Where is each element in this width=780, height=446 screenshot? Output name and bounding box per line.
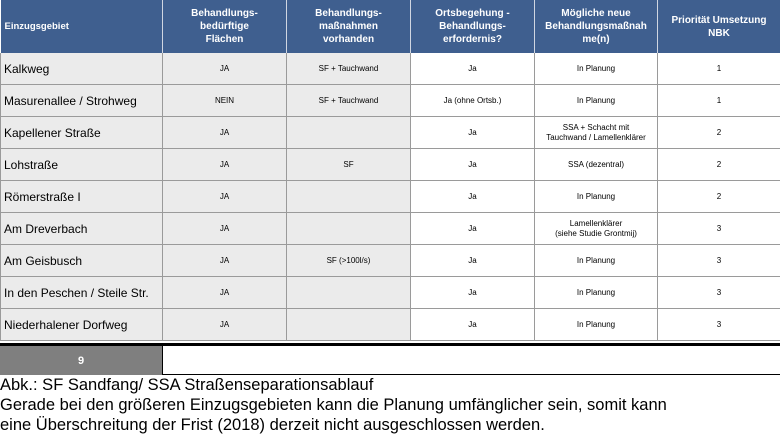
cell-massnahmen	[287, 309, 411, 341]
cell-flaechen: JA	[163, 245, 287, 277]
cell-neue-massnahmen: In Planung	[535, 53, 658, 85]
cell-einzugsgebiet: Lohstraße	[1, 149, 163, 181]
cell-flaechen: JA	[163, 53, 287, 85]
cell-flaechen: NEIN	[163, 85, 287, 117]
table-row	[1, 117, 780, 149]
cell-massnahmen	[287, 277, 411, 309]
cell-massnahmen	[287, 181, 411, 213]
cell-massnahmen	[287, 213, 411, 245]
cell-massnahmen: SF (>100l/s)	[287, 245, 411, 277]
cell-ortsbegehung: Ja	[411, 149, 535, 181]
cell-prioritaet: 2	[658, 181, 780, 213]
cell-ortsbegehung: Ja	[411, 277, 535, 309]
cell-massnahmen: SF + Tauchwand	[287, 53, 411, 85]
header-flaechen: Behandlungs- bedürftige Flächen	[163, 0, 287, 53]
cell-flaechen: JA	[163, 213, 287, 245]
header-massnahmen: Behandlungs- maßnahmen vorhanden	[287, 0, 411, 53]
cell-prioritaet: 2	[658, 149, 780, 181]
page-number: 9	[0, 346, 162, 375]
table-row	[1, 149, 780, 181]
cell-neue-massnahmen: Lamellenklärer (siehe Studie Grontmij)	[535, 213, 658, 245]
note-line-2: eine Überschreitung der Frist (2018) derzeit nicht ausgeschlossen werden.	[0, 416, 545, 434]
page-footer-strip	[0, 343, 780, 378]
cell-neue-massnahmen: In Planung	[535, 277, 658, 309]
cell-neue-massnahmen: SSA (dezentral)	[535, 149, 658, 181]
cell-ortsbegehung: Ja	[411, 309, 535, 341]
table-row	[1, 53, 780, 85]
cell-massnahmen	[287, 117, 411, 149]
cell-einzugsgebiet: Niederhalener Dorfweg	[1, 309, 163, 341]
cell-ortsbegehung: Ja	[411, 117, 535, 149]
cell-prioritaet: 3	[658, 245, 780, 277]
abbreviation-note: Abk.: SF Sandfang/ SSA Straßenseparationsablauf	[0, 376, 374, 394]
table-row	[1, 181, 780, 213]
cell-ortsbegehung: Ja	[411, 245, 535, 277]
cell-einzugsgebiet: Masurenallee / Strohweg	[1, 85, 163, 117]
cell-prioritaet: 3	[658, 277, 780, 309]
cell-flaechen: JA	[163, 309, 287, 341]
table-row	[1, 213, 780, 245]
cell-flaechen: JA	[163, 277, 287, 309]
cell-einzugsgebiet: Am Dreverbach	[1, 213, 163, 245]
cell-ortsbegehung: Ja	[411, 53, 535, 85]
cell-neue-massnahmen: SSA + Schacht mit Tauchwand / Lamellenklärer	[535, 117, 658, 149]
table-row	[1, 277, 780, 309]
cell-flaechen: JA	[163, 181, 287, 213]
header-neue-massnahmen: Mögliche neue Behandlungsmaßnah me(n)	[535, 0, 658, 53]
header-ortsbegehung: Ortsbegehung - Behandlungs- erfordernis?	[411, 0, 535, 53]
cell-einzugsgebiet: Am Geisbusch	[1, 245, 163, 277]
cell-massnahmen: SF	[287, 149, 411, 181]
table-row	[1, 309, 780, 341]
cell-ortsbegehung: Ja (ohne Ortsb.)	[411, 85, 535, 117]
cell-einzugsgebiet: Kapellener Straße	[1, 117, 163, 149]
cell-flaechen: JA	[163, 149, 287, 181]
note-line-1: Gerade bei den größeren Einzugsgebieten kann die Planung umfänglicher sein, somit kann	[0, 396, 667, 414]
footer-empty-cell	[162, 346, 780, 375]
cell-prioritaet: 3	[658, 309, 780, 341]
cell-massnahmen: SF + Tauchwand	[287, 85, 411, 117]
cell-neue-massnahmen: In Planung	[535, 309, 658, 341]
cell-prioritaet: 1	[658, 53, 780, 85]
cell-neue-massnahmen: In Planung	[535, 181, 658, 213]
cell-prioritaet: 2	[658, 117, 780, 149]
cell-neue-massnahmen: In Planung	[535, 245, 658, 277]
cell-prioritaet: 3	[658, 213, 780, 245]
notes-block	[0, 375, 780, 435]
cell-neue-massnahmen: In Planung	[535, 85, 658, 117]
cell-ortsbegehung: Ja	[411, 181, 535, 213]
cell-ortsbegehung: Ja	[411, 213, 535, 245]
cell-prioritaet: 1	[658, 85, 780, 117]
table-header-row	[1, 0, 780, 53]
table-row	[1, 85, 780, 117]
cell-einzugsgebiet: Kalkweg	[1, 53, 163, 85]
table-row	[1, 245, 780, 277]
header-einzugsgebiet: Einzugsgebiet	[1, 0, 163, 53]
header-prioritaet: Priorität Umsetzung NBK	[658, 0, 780, 53]
cell-einzugsgebiet: Römerstraße I	[1, 181, 163, 213]
cell-einzugsgebiet: In den Peschen / Steile Str.	[1, 277, 163, 309]
cell-flaechen: JA	[163, 117, 287, 149]
